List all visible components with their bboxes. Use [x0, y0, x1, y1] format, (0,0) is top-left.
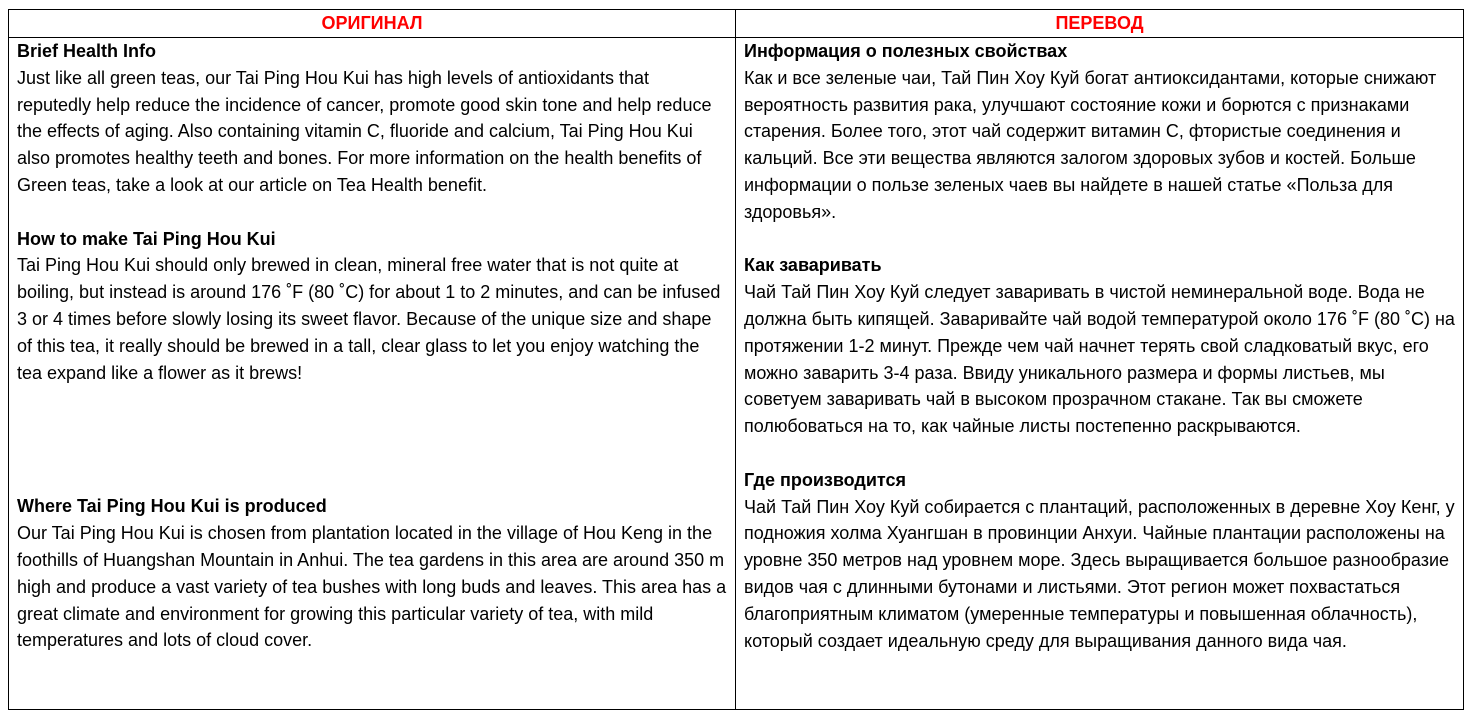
content-row	[9, 38, 1464, 710]
original-brewing-title: How to make Tai Ping Hou Kui	[17, 228, 276, 249]
original-health-title: Brief Health Info	[17, 41, 157, 61]
translation-brewing-text: Чай Тай Пин Хоу Куй следует заваривать в чистой неминеральной воде. Вода не должна быть кипящей. Заваривайте чай водой температурой около 176 ˚F (80 ˚C) на протяжении 1-2 минут. Прежде чем чай начнет терять свой сладковатый вкус, его можно заварить 3-4 раза. Ввиду уникального размера и формы листьев, мы советуем заваривать чай в высоком прозрачном стакане. Так вы сможете полюбоваться на то, как чайные листы постепенно раскрываются.	[744, 282, 1455, 437]
original-brewing-section	[17, 226, 727, 387]
original-cell	[9, 38, 736, 710]
translation-brewing-title: Как заваривать	[744, 255, 882, 276]
translation-origin-title: Где производится	[744, 469, 906, 490]
translation-cell	[736, 38, 1464, 710]
translation-health-section	[744, 38, 1455, 226]
original-brewing-text: Tai Ping Hou Kui should only brewed in clean, mineral free water that is not quite at boiling, but instead is around 176 ˚F (80 ˚C) for about 1 to 2 minutes, and can be infused 3 or 4 times before slowly losing its sweet flavor. Because of the unique size and shape of this tea, it really should be brewed in a tall, clear glass to let you enjoy watching the tea expand like a flower as it brews!	[17, 255, 721, 383]
header-row	[9, 10, 1464, 38]
translation-origin-text: Чай Тай Пин Хоу Куй собирается с плантаций, расположенных в деревне Хоу Кенг, у подножия холма Хуангшан в провинции Анхуи. Чайные плантации расположены на уровне 350 метров над уровнем море. Здесь выращивается большое разнообразие видов чая с длинными бутонами и листьями. Этот регион может похвастаться благоприятным климатом (умеренные температуры и повышенная облачность), который создает идеальную среду для выращивания данного вида чая.	[744, 496, 1455, 651]
translation-health-title: Информация о полезных свойствах	[744, 41, 1068, 61]
original-health-text: Just like all green teas, our Tai Ping Hou Kui has high levels of antioxidants that reputedly help reduce the incidence of cancer, promote good skin tone and help reduce the effects of aging. Also containing vitamin C, fluoride and calcium, Tai Ping Hou Kui also promotes healthy teeth and bones. For more information on the health benefits of Green teas, take a look at our article on Tea Health benefit.	[17, 67, 712, 195]
translation-brewing-section	[744, 252, 1455, 440]
original-column-header: ОРИГИНАЛ	[9, 10, 736, 38]
translation-column-header: ПЕРЕВОД	[736, 10, 1464, 38]
original-origin-section	[17, 493, 727, 654]
translation-table	[8, 9, 1464, 710]
original-health-section	[17, 38, 727, 199]
translation-health-text: Как и все зеленые чаи, Тай Пин Хоу Куй богат антиоксидантами, которые снижают вероятность развития рака, улучшают состояние кожи и борются с признаками старения. Более того, этот чай содержит витамин С, фтористые соединения и кальций. Все эти вещества являются залогом здоровых зубов и костей. Больше информации о пользе зеленых чаев вы найдете в нашей статье «Польза для здоровья».	[744, 67, 1437, 222]
translation-origin-section	[744, 467, 1455, 655]
original-origin-title: Where Tai Ping Hou Kui is produced	[17, 496, 327, 517]
original-origin-text: Our Tai Ping Hou Kui is chosen from plantation located in the village of Hou Keng in the foothills of Huangshan Mountain in Anhui. The tea gardens in this area are around 350 m high and produce a vast variety of tea bushes with long buds and leaves. This area has a great climate and environment for growing this particular variety of tea, with mild temperatures and lots of cloud cover.	[17, 523, 727, 651]
